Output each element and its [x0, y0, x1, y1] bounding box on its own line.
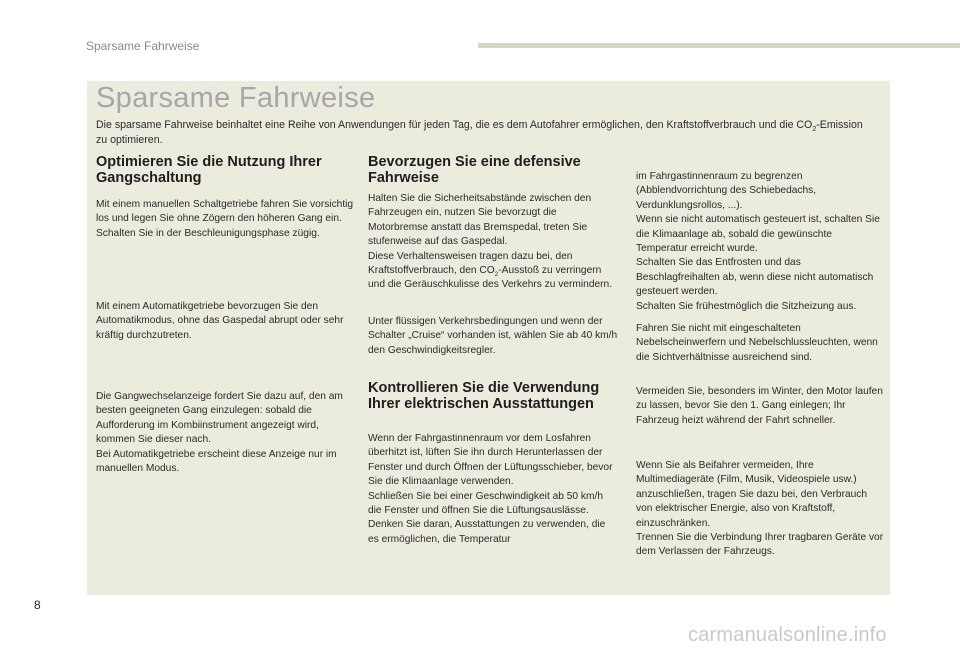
intro-subscript: 2 — [812, 126, 817, 134]
text: Diese Verhaltensweisen tragen dazu bei, den Kraftstoffverbrauch, den CO — [368, 250, 573, 277]
paragraph: Wenn sie nicht automatisch gesteuert ist, schalten Sie die Klimaanlage ab, sobald die gewünschte Temperatur erreicht wurde. — [636, 214, 880, 255]
heading-gangschaltung: Optimieren Sie die Nutzung Ihrer Gangschaltung — [96, 154, 322, 186]
header-rule — [478, 43, 960, 48]
col3-para-1 — [636, 170, 886, 314]
running-header-title: Sparsame Fahrweise — [86, 39, 200, 53]
heading-defensive-fahrweise: Bevorzugen Sie eine defensive Fahrweise — [368, 154, 581, 186]
col1-para-1 — [96, 198, 354, 241]
col1-para-3 — [96, 390, 354, 476]
col2-para-2 — [368, 432, 618, 547]
paragraph: Denken Sie daran, Ausstattungen zu verwenden, die es ermöglichen, die Temperatur — [368, 519, 606, 545]
col2-para-cruise — [368, 315, 618, 358]
page-title: Sparsame Fahrweise — [96, 82, 376, 114]
paragraph: Mit einem Automatikgetriebe bevorzugen Sie den Automatikmodus, ohne das Gaspedal abrupt oder sehr kräftig durchzutreten. — [96, 301, 344, 341]
col2-para-1 — [368, 192, 618, 293]
paragraph: Bei Automatikgetriebe erscheint diese Anzeige nur im manuellen Modus. — [96, 448, 337, 475]
paragraph: Schalten Sie das Entfrosten und das Beschlagfreihalten ab, wenn diese nicht automatisch gesteuert werden. — [636, 257, 874, 298]
paragraph: Schließen Sie bei einer Geschwindigkeit ab 50 km/h die Fenster und öffnen Sie die Lüftungsauslässe. — [368, 490, 604, 517]
text: -Ausstoß zu verringern und die Geräuschkulisse des Verkehrs zu vermindern. — [368, 265, 613, 291]
paragraph: Schalten Sie frühestmöglich die Sitzheizung aus. — [636, 300, 857, 312]
col3-para-2 — [636, 322, 886, 365]
paragraph: Trennen Sie die Verbindung Ihrer tragbaren Geräte vor dem Verlassen der Fahrzeugs. — [636, 532, 884, 558]
paragraph: Vermeiden Sie, besonders im Winter, den Motor laufen zu lassen, bevor Sie den 1. Gang einlegen; Ihr Fahrzeug heizt während der Fahrt schneller. — [636, 386, 883, 426]
paragraph: Mit einem manuellen Schaltgetriebe fahren Sie vorsichtig los und legen Sie ohne Zögern den höheren Gang ein. Schalten Sie in der Beschleunigungsphase zügig. — [96, 199, 354, 239]
paragraph: Die Gangwechselanzeige fordert Sie dazu auf, den am besten geeigneten Gang einzulegen: sobald die Aufforderung im Kombiinstrument angezeigt wird, kommen Sie dieser nach. — [96, 391, 343, 446]
paragraph: Wenn Sie als Beifahrer vermeiden, Ihre Multimediageräte (Film, Musik, Videospiele usw.) anzuschließen, tragen Sie dazu bei, den Verbrauch von elektrischer Energie, also von Kraftstoff, einzuschränken. — [636, 460, 868, 529]
intro-text: Die sparsame Fahrweise beinhaltet eine Reihe von Anwendungen für jeden Tag, die es dem Autofahrer ermöglichen, den Kraftstoffverbrauch und die CO — [96, 119, 813, 131]
paragraph: Unter flüssigen Verkehrsbedingungen und wenn der Schalter „Cruise“ vorhanden ist, wählen Sie ab 40 km/h den Geschwindigkeitsregler. — [368, 316, 618, 356]
paragraph: Wenn der Fahrgastinnenraum vor dem Losfahren überhitzt ist, lüften Sie ihn durch Herunterlassen der Fenster und durch Öffnen der Lüftungsschieber, bevor Sie die Klimaanlage verwenden. — [368, 433, 613, 488]
paragraph: Fahren Sie nicht mit eingeschalteten Nebelscheinwerfern und Nebelschlussleuchten, wenn die Sichtverhältnisse ausreichend sind. — [636, 323, 878, 363]
subscript: 2 — [494, 271, 499, 279]
paragraph: Halten Sie die Sicherheitsabstände zwischen den Fahrzeugen ein, nutzen Sie bevorzugt die Motorbremse anstatt das Bremspedal, treten Sie stufenweise auf das Gaspedal. — [368, 193, 592, 248]
paragraph — [368, 250, 618, 293]
watermark: carmanualsonline.info — [688, 624, 887, 646]
intro-paragraph — [96, 118, 876, 148]
col3-para-4 — [636, 459, 886, 560]
page-number: 8 — [34, 598, 41, 612]
intro-text-end: -Emission zu optimieren. — [96, 119, 863, 146]
col3-para-3 — [636, 385, 886, 428]
col1-para-2 — [96, 300, 354, 343]
paragraph: im Fahrgastinnenraum zu begrenzen (Abblendvorrichtung des Schiebedachs, Verdunklungsrollos, ...). — [636, 171, 817, 211]
heading-elektrische-ausstattungen: Kontrollieren Sie die Verwendung Ihrer elektrischen Ausstattungen — [368, 380, 600, 412]
